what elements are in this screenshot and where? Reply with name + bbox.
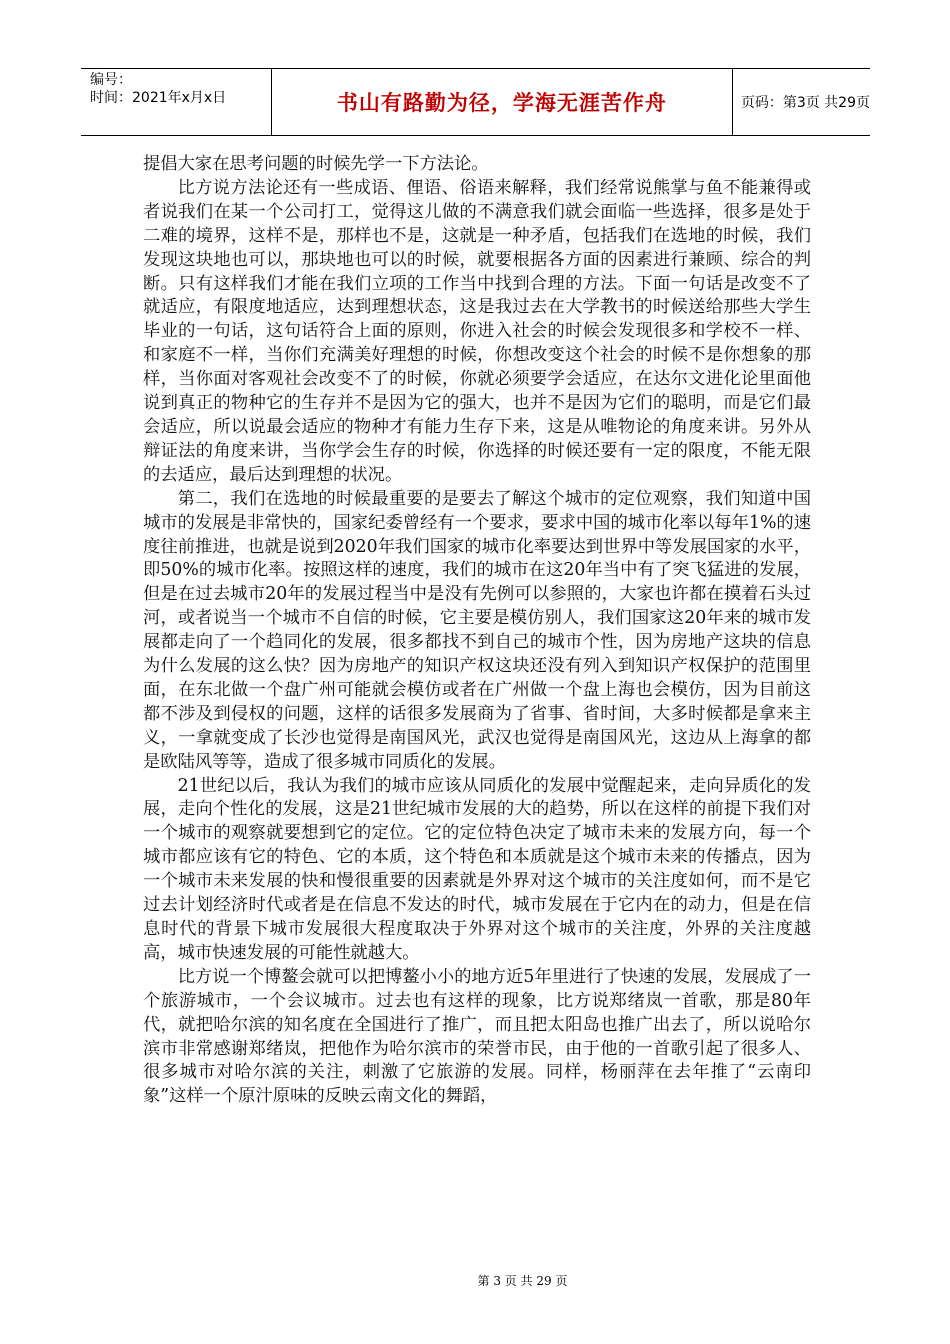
header-motto-cell: [272, 69, 733, 135]
paragraph: 提倡大家在思考问题的时候先学一下方法论。: [143, 154, 489, 174]
body-text: [143, 153, 811, 1109]
page-header: [81, 68, 870, 136]
header-motto: 书山有路勤为径，学海无涯苦作舟: [336, 91, 667, 115]
paragraph: 比方说方法论还有一些成语、俚语、俗语来解释，我们经常说熊掌与鱼不能兼得或者说我们在某一个公司打工，觉得这儿做的不满意我们就会面临一些选择，很多是处于二难的境界，这样不是，那样也不是，这就是一种矛盾，包括我们在选地的时候，我们发现这块地也可以，那块地也可以的时候，就要根据各方面的因素进行兼顾、综合的判断。只有这样我们才能在我们立项的工作当中找到合理的方法。下面一句话是改变不了就适应，有限度地适应，达到理想状态，这是我过去在大学教书的时候送给那些大学生毕业的一句话，这句话符合上面的原则，你进入社会的时候会发现很多和学校不一样、和家庭不一样，当你们充满美好理想的时候，你想改变这个社会的时候不是你想象的那样，当你面对客观社会改变不了的时候，你就必须要学会适应，在达尔文进化论里面他说到真正的物种它的生存并不是因为它的强大，也并不是因为它们的聪明，而是它们最会适应，所以说最会适应的物种才有能力生存下来，这是从唯物论的角度来讲。另外从辩证法的角度来讲，当你学会生存的时候，你选择的时候还要有一定的限度，不能无限的去适应，最后达到理想的状况。: [143, 177, 811, 485]
header-page-cell: [733, 69, 870, 135]
header-info-cell: [81, 69, 272, 135]
document-date-label: 时间：2021年x月x日: [90, 90, 227, 106]
paragraph: 第二，我们在选地的时候最重要的是要去了解这个城市的定位观察，我们知道中国城市的发展是非常快的，国家纪委曾经有一个要求，要求中国的城市化率以每年1%的速度往前推进，也就是说到2020年我们国家的城市化率要达到世界中等发展国家的水平，即50%的城市化率。按照这样的速度，我们的城市在这20年当中有了突飞猛进的发展，但是在过去城市20年的发展过程当中是没有先例可以参照的，大家也许都在摸着石头过河，或者说当一个城市不自信的时候，它主要是模仿别人，我们国家这20年来的城市发展都走向了一个趋同化的发展，很多都找不到自己的城市个性，因为房地产这块的信息为什么发展的这么快？因为房地产的知识产权这块还没有列入到知识产权保护的范围里面，在东北做一个盘广州可能就会模仿或者在广州做一个盘上海也会模仿，因为目前这都不涉及到侵权的问题，这样的话很多发展商为了省事、省时间，大多时候都是拿来主义，一拿就变成了长沙也觉得是南国风光，武汉也觉得是南国风光，这边从上海拿的都是欧陆风等等，造成了很多城市同质化的发展。: [143, 488, 811, 772]
paragraph: 21世纪以后，我认为我们的城市应该从同质化的发展中觉醒起来，走向异质化的发展，走向个性化的发展，这是21世纪城市发展的大的趋势，所以在这样的前提下我们对一个城市的观察就要想到它的定位。它的定位特色决定了城市未来的发展方向，每一个城市都应该有它的特色、它的本质，这个特色和本质就是这个城市未来的传播点，因为一个城市未来发展的快和慢很重要的因素就是外界对这个城市的关注度如何，而不是它过去计划经济时代或者是在信息不发达的时代，城市发展在于它内在的动力，但是在信息时代的背景下城市发展很大程度取决于外界对这个城市的关注度，外界的关注度越高，城市快速发展的可能性就越大。: [143, 775, 811, 963]
header-page-code: 页码：第3页 共29页: [740, 95, 870, 111]
paragraph: 比方说一个博鳌会就可以把博鳌小小的地方近5年里进行了快速的发展，发展成了一个旅游城市，一个会议城市。过去也有这样的现象，比方说郑绪岚一首歌，那是80年代，就把哈尔滨的知名度在全国进行了推广，而且把太阳岛也推广出去了，所以说哈尔滨市非常感谢郑绪岚，把他作为哈尔滨市的荣誉市民，由于他的一首歌引起了很多人、很多城市对哈尔滨的关注，刺激了它旅游的发展。同样，杨丽萍在去年推了“云南印象”这样一个原汁原味的反映云南文化的舞蹈，: [143, 966, 811, 1107]
document-number-label: 编号：: [90, 72, 132, 88]
page-footer: 第 3 页 共 29 页: [477, 1274, 568, 1288]
